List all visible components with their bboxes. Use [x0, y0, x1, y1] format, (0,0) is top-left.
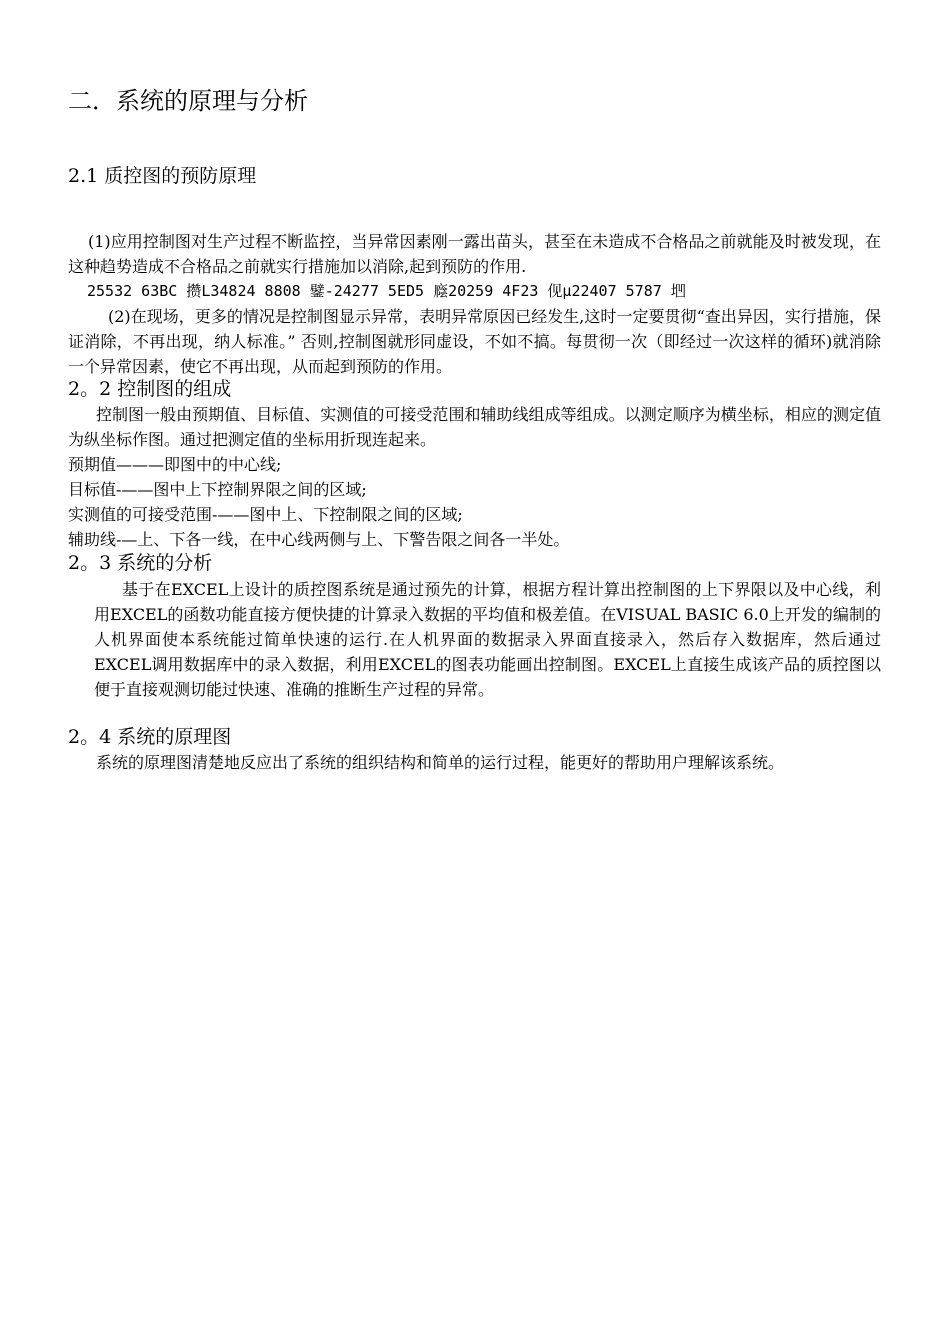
- section-2-3-paragraph: 基于在EXCEL上设计的质控图系统是通过预先的计算，根据方程计算出控制图的上下界限以及中心线，利用EXCEL的函数功能直接方便快捷的计算录入数据的平均值和极差值。在VISUAL BASIC 6.0上开发的编制的人机界面使本系统能过简单快速的运行.在人机界面的数据录入界面直接录入，然后存入数据库，然后通过EXCEL调用数据库中的录入数据，利用EXCEL的图表功能画出控制图。EXCEL上直接生成该产品的质控图以便于直接观测切能过快速、准确的推断生产过程的异常。: [94, 580, 881, 699]
- section-2-1-paragraph-2: (2)在现场，更多的情况是控制图显示异常，表明异常原因已经发生,这时一定要贯彻“查出异因，实行措施，保证消除，不再出现，纳人标准。” 否则,控制图就形同虚设，不如不搞。每贯彻一次（即经过一次这样的循环)就消除一个异常因素，使它不再出现，从而起到预防的作用。: [68, 307, 881, 376]
- section-2-4-paragraph: 系统的原理图清楚地反应出了系统的组织结构和简单的运行过程，能更好的帮助用户理解该系统。: [96, 753, 785, 772]
- section-2-3-title: 2。3 系统的分析: [68, 552, 213, 574]
- section-2-2-title: 2。2 控制图的组成: [68, 378, 232, 400]
- main-heading: 二．系统的原理与分析: [68, 87, 308, 115]
- list-item: 目标值-——图中上下控制界限之间的区域;: [68, 480, 367, 499]
- list-item: 预期值———即图中的中心线;: [68, 455, 282, 474]
- section-2-1-paragraph-1: (1)应用控制图对生产过程不断监控，当异常因素刚一露出苗头，甚至在未造成不合格品之前就能及时被发现，在这种趋势造成不合格品之前就实行措施加以消除,起到预防的作用.: [68, 232, 881, 276]
- section-2-2-paragraph: 控制图一般由预期值、目标值、实测值的可接受范围和辅助线组成等组成。以测定顺序为横坐标，相应的测定值为纵坐标作图。通过把测定值的坐标用折现连起来。: [68, 405, 881, 449]
- list-item: 辅助线-—上、下各一线，在中心线两侧与上、下警告限之间各一半处。: [68, 530, 570, 549]
- list-item: 实测值的可接受范围-——图中上、下控制限之间的区域;: [68, 505, 463, 524]
- section-2-1-code-line: 25532 63BC 攒L34824 8808 鐾-24277 5ED5 廕20259 4F23 伣μ22407 5787 垇: [87, 282, 686, 300]
- section-2-4-title: 2。4 系统的原理图: [68, 726, 232, 748]
- section-2-1-title: 2.1 质控图的预防原理: [68, 165, 257, 187]
